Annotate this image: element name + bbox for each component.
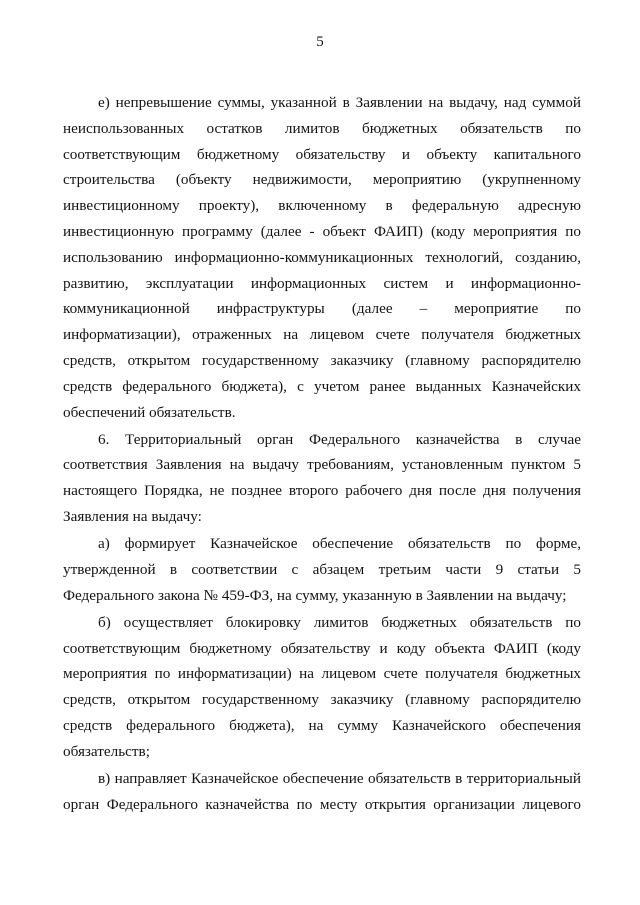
text-line: обеспечений обязательств. — [63, 403, 236, 421]
text-line: инвестиционному проекту), включенному в федеральную адресную — [63, 197, 581, 215]
paragraph-item-v — [63, 766, 581, 818]
text-line: мероприятия по информатизации) на лицевом счете получателя бюджетных — [63, 665, 581, 683]
text-line: соответствующим бюджетному обязательству и коду объекта ФАИП (коду — [63, 639, 581, 657]
text-line: в) направляет Казначейское обеспечение обязательств в территориальный — [98, 769, 581, 787]
text-line: средств, открытом государственному заказчику (главному распорядителю — [63, 691, 581, 709]
text-line: средств, открытом государственному заказчику (главному распорядителю — [63, 351, 581, 369]
document-body — [63, 90, 581, 819]
text-line: соответствующим бюджетному обязательству и объекту капитального — [63, 145, 581, 163]
paragraph-item-6 — [63, 427, 581, 530]
text-line: развитию, эксплуатации информационных систем и информационно- — [63, 274, 581, 292]
text-line: средств федерального бюджета), на сумму Казначейского обеспечения — [63, 717, 581, 735]
text-line: б) осуществляет блокировку лимитов бюджетных обязательств по — [98, 613, 581, 631]
text-line: информатизации), отраженных на лицевом счете получателя бюджетных — [63, 326, 581, 344]
text-line: коммуникационной инфраструктуры (далее – мероприятие по — [63, 300, 581, 318]
page-number: 5 — [316, 34, 324, 50]
text-line: утвержденной в соответствии с абзацем третьим части 9 статьи 5 — [63, 560, 581, 578]
text-line: а) формирует Казначейское обеспечение обязательств по форме, — [98, 535, 581, 553]
text-line: орган Федерального казначейства по месту открытия организации лицевого — [63, 795, 581, 813]
text-line: настоящего Порядка, не позднее второго рабочего дня после дня получения — [63, 482, 581, 500]
text-line: е) непревышение суммы, указанной в Заявлении на выдачу, над суммой — [98, 94, 581, 111]
text-line: средств федерального бюджета), с учетом ранее выданных Казначейских — [63, 377, 581, 395]
text-line: инвестиционную программу (далее - объект ФАИП) (коду мероприятия по — [63, 222, 581, 240]
text-line: строительства (объекту недвижимости, мероприятию (укрупненному — [63, 171, 581, 189]
text-line: Заявления на выдачу: — [63, 508, 202, 526]
paragraph-item-b — [63, 610, 581, 765]
text-line: неиспользованных остатков лимитов бюджетных обязательств по — [63, 119, 581, 137]
text-line: 6. Территориальный орган Федерального казначейства в случае — [98, 430, 581, 448]
text-line: использованию информационно-коммуникационных технологий, созданию, — [63, 248, 581, 266]
paragraph-item-a — [63, 531, 581, 608]
text-line: обязательств; — [63, 742, 150, 760]
text-line: Федерального закона № 459-ФЗ, на сумму, указанную в Заявлении на выдачу; — [63, 586, 567, 604]
paragraph-item-e — [63, 90, 581, 425]
text-line: соответствия Заявления на выдачу требованиям, установленным пунктом 5 — [63, 456, 581, 474]
